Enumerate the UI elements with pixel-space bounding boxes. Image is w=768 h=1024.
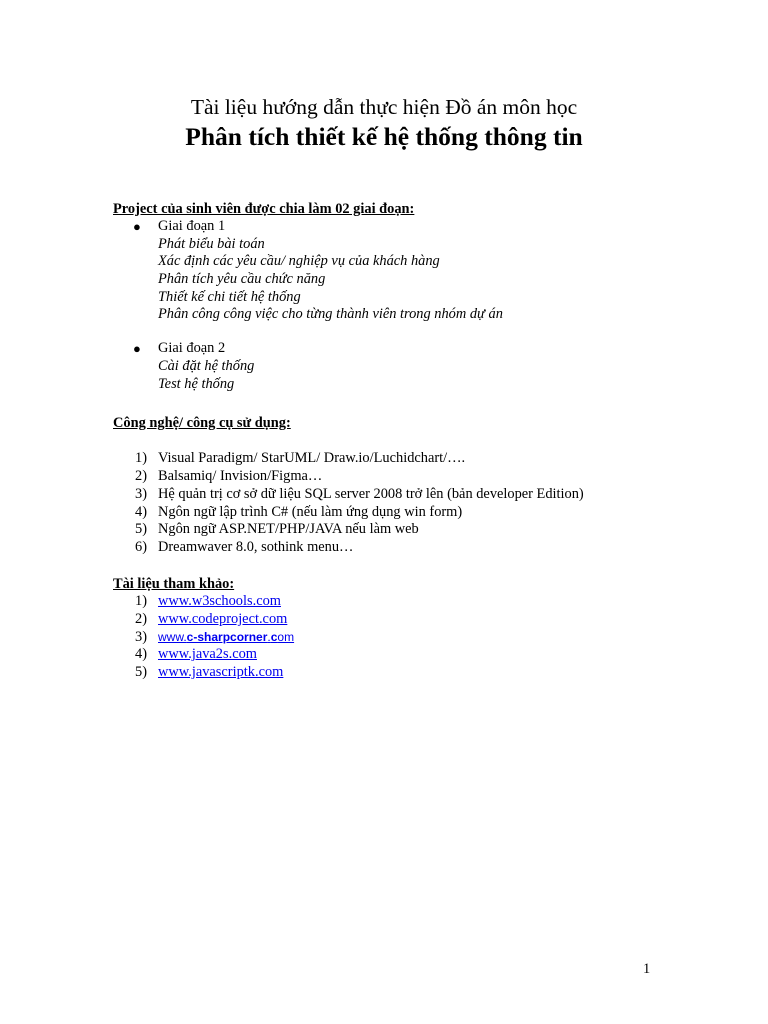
- bullet-icon: ●: [133, 341, 141, 357]
- reference-list-item: [113, 646, 673, 664]
- page-number: 1: [643, 961, 651, 977]
- reference-list-item: [113, 611, 673, 629]
- phase-1-label: Giai đoạn 1: [158, 218, 226, 234]
- phase-1-task: Phân công công việc cho từng thành viên trong nhóm dự án: [158, 306, 503, 323]
- list-number: 5): [135, 521, 147, 538]
- reference-list-item: [113, 629, 673, 647]
- reference-list-item: [113, 664, 673, 682]
- list-number: 2): [135, 467, 147, 484]
- list-number: 1): [135, 450, 147, 467]
- tools-item-text: Dreamwaver 8.0, sothink menu…: [158, 539, 354, 556]
- list-number: 1): [135, 592, 147, 609]
- phase-2-label: Giai đoạn 2: [158, 340, 226, 357]
- document-title-line-2: Phân tích thiết kế hệ thống thông tin: [185, 122, 583, 151]
- tools-item-text: Hệ quản trị cơ sở dữ liệu SQL server 2008 trở lên (bản developer Edition): [158, 485, 584, 502]
- tools-item-text: Balsamiq/ Invision/Figma…: [158, 467, 323, 484]
- reference-link-java2s[interactable]: www.java2s.com: [158, 646, 257, 663]
- tools-list-item: [113, 521, 673, 539]
- list-number: 3): [135, 485, 147, 502]
- tools-list-item: [113, 468, 673, 486]
- tools-list-item: [113, 486, 673, 504]
- link-suffix: om: [277, 629, 295, 644]
- tools-list-item: [113, 450, 673, 468]
- list-number: 3): [135, 628, 147, 645]
- tools-list-item: [113, 539, 673, 557]
- tools-list-item: [113, 504, 673, 522]
- phase-1-item: [113, 218, 673, 324]
- reference-link-javascriptk[interactable]: www.javascriptk.com: [158, 664, 284, 681]
- list-number: 2): [135, 610, 147, 627]
- reference-list-item: [113, 593, 673, 611]
- phase-1-task: Thiết kế chi tiết hệ thống: [158, 288, 301, 305]
- link-bold-c: c: [270, 629, 278, 644]
- phase-1-task: Phân tích yêu cầu chức năng: [158, 271, 326, 288]
- phase-2-item: [113, 340, 673, 393]
- reference-link-w3schools[interactable]: www.w3schools.com: [158, 592, 281, 609]
- references-heading: Tài liệu tham khảo:: [113, 575, 235, 592]
- phase-1-task: Xác định các yêu cầu/ nghiệp vụ của khách hàng: [158, 253, 440, 270]
- tools-heading: Công nghệ/ công cụ sử dụng:: [113, 415, 291, 432]
- reference-link-c-sharpcorner[interactable]: [158, 630, 294, 644]
- phase-1-task: Phát biểu bài toán: [158, 235, 265, 252]
- tools-item-text: Visual Paradigm/ StarUML/ Draw.io/Luchidchart/….: [158, 450, 466, 467]
- phase-2-task: Cài đặt hệ thống: [158, 357, 255, 374]
- tools-item-text: Ngôn ngữ lập trình C# (nếu làm ứng dụng win form): [158, 503, 463, 520]
- link-bold-part: c-sharpcorner: [186, 629, 268, 644]
- phases-heading: Project của sinh viên được chia làm 02 giai đoạn:: [113, 201, 415, 217]
- link-prefix: www.: [158, 629, 187, 644]
- phase-2-task: Test hệ thống: [158, 375, 235, 392]
- list-number: 6): [135, 539, 147, 556]
- list-number: 5): [135, 664, 147, 681]
- document-body: [113, 200, 673, 682]
- bullet-icon: ●: [133, 219, 141, 234]
- list-number: 4): [135, 503, 147, 520]
- document-title-line-1: Tài liệu hướng dẫn thực hiện Đồ án môn học: [190, 95, 578, 119]
- link-dot: .: [267, 629, 271, 644]
- tools-item-text: Ngôn ngữ ASP.NET/PHP/JAVA nếu làm web: [158, 521, 419, 538]
- list-number: 4): [135, 646, 147, 663]
- reference-link-codeproject[interactable]: www.codeproject.com: [158, 610, 288, 627]
